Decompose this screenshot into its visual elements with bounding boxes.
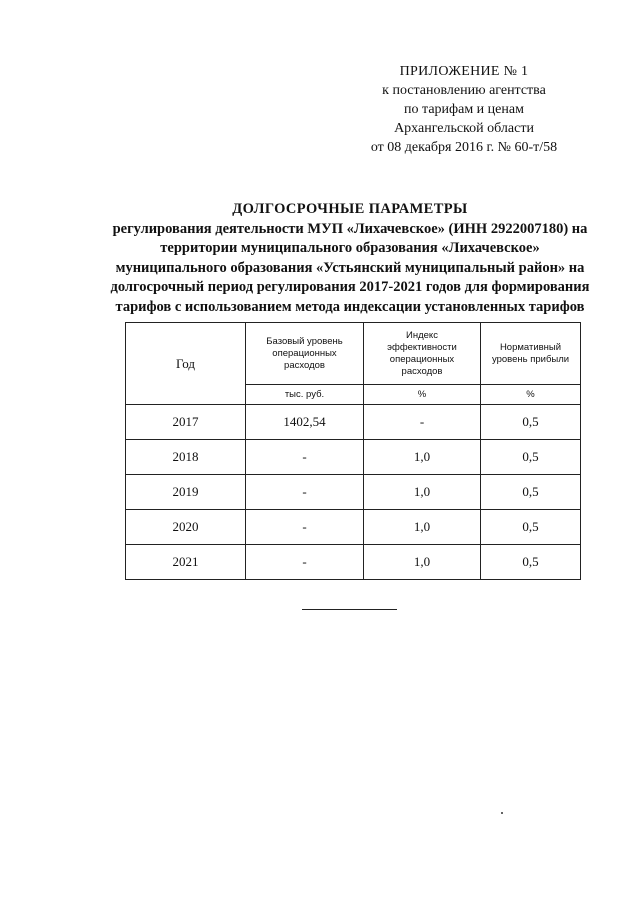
document-heading <box>60 200 640 317</box>
unit-profit: % <box>481 385 581 405</box>
table-header-row <box>126 323 581 385</box>
document-subtitle-line: муниципального образования «Устьянский муниципальный район» на <box>115 259 585 276</box>
appendix-line: по тарифам и ценам <box>404 102 524 117</box>
cell-index: 1,0 <box>364 475 481 510</box>
unit-index: % <box>364 385 481 405</box>
cell-profit: 0,5 <box>481 545 581 580</box>
cell-year: 2018 <box>126 440 246 475</box>
cell-year: 2017 <box>126 405 246 440</box>
cell-index: 1,0 <box>364 510 481 545</box>
cell-year: 2021 <box>126 545 246 580</box>
header-profit-level: Нормативный уровень прибыли <box>481 323 581 385</box>
appendix-title: ПРИЛОЖЕНИЕ № 1 <box>399 64 529 79</box>
document-subtitle-line: регулирования деятельности МУП «Лихачевское» (ИНН 2922007180) на <box>112 220 588 237</box>
appendix-decree-date: от 08 декабря 2016 г. № 60-т/58 <box>370 140 558 155</box>
header-base-opex: Базовый уровень операционных расходов <box>246 323 364 385</box>
unit-base: тыс. руб. <box>246 385 364 405</box>
table-row <box>126 475 581 510</box>
document-subtitle-line: долгосрочный период регулирования 2017-2021 годов для формирования <box>110 279 590 295</box>
header-efficiency-index: Индекс эффективности операционных расходов <box>364 323 481 385</box>
cell-profit: 0,5 <box>481 405 581 440</box>
cell-year: 2019 <box>126 475 246 510</box>
document-subtitle-line: тарифов с использованием метода индексации установленных тарифов <box>115 298 585 315</box>
cell-index: - <box>364 405 481 440</box>
stray-dot <box>501 812 503 814</box>
cell-base: - <box>246 475 364 510</box>
appendix-line: к постановлению агентства <box>382 83 546 98</box>
parameters-table <box>125 322 581 580</box>
table-row <box>126 510 581 545</box>
header-year: Год <box>126 323 246 405</box>
cell-base: - <box>246 545 364 580</box>
document-title: ДОЛГОСРОЧНЫЕ ПАРАМЕТРЫ <box>232 201 468 217</box>
cell-year: 2020 <box>126 510 246 545</box>
cell-base: - <box>246 510 364 545</box>
cell-profit: 0,5 <box>481 475 581 510</box>
table-row <box>126 545 581 580</box>
table-row <box>126 440 581 475</box>
appendix-line: Архангельской области <box>394 121 534 136</box>
table-row <box>126 405 581 440</box>
cell-profit: 0,5 <box>481 510 581 545</box>
cell-index: 1,0 <box>364 545 481 580</box>
end-separator-line <box>302 609 397 610</box>
appendix-block <box>300 62 628 157</box>
cell-base: 1402,54 <box>246 405 364 440</box>
cell-base: - <box>246 440 364 475</box>
cell-index: 1,0 <box>364 440 481 475</box>
cell-profit: 0,5 <box>481 440 581 475</box>
document-subtitle-line: территории муниципального образования «Лихачевское» <box>160 240 540 256</box>
